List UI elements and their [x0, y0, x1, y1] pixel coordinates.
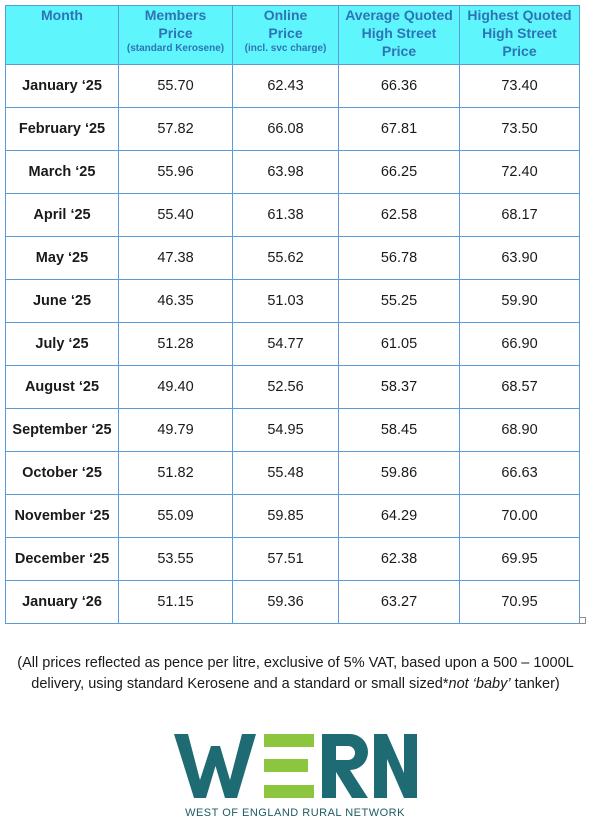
price-table: [5, 5, 580, 624]
cell-average: 55.25: [339, 280, 460, 323]
cell-members: 46.35: [119, 280, 233, 323]
cell-month: July ‘25: [6, 323, 119, 366]
cell-month: February ‘25: [6, 108, 119, 151]
cell-online: 59.36: [233, 581, 339, 624]
cell-members: 47.38: [119, 237, 233, 280]
cell-highest: 72.40: [460, 151, 580, 194]
cell-members: 51.82: [119, 452, 233, 495]
header-online-price: Online Price (incl. svc charge): [233, 6, 339, 65]
table-row: [6, 452, 580, 495]
cell-highest: 63.90: [460, 237, 580, 280]
cell-online: 51.03: [233, 280, 339, 323]
cell-online: 52.56: [233, 366, 339, 409]
cell-month: August ‘25: [6, 366, 119, 409]
note-line-2-italic: not ‘baby’: [448, 676, 511, 692]
cell-month: April ‘25: [6, 194, 119, 237]
cell-month: January ‘26: [6, 581, 119, 624]
cell-members: 51.15: [119, 581, 233, 624]
table-resize-handle[interactable]: [579, 617, 586, 624]
cell-highest: 66.90: [460, 323, 580, 366]
cell-average: 66.36: [339, 65, 460, 108]
cell-average: 63.27: [339, 581, 460, 624]
table-row: [6, 151, 580, 194]
cell-average: 67.81: [339, 108, 460, 151]
cell-online: 62.43: [233, 65, 339, 108]
cell-average: 62.58: [339, 194, 460, 237]
pricing-note: [0, 653, 591, 695]
wern-wordmark-icon: [170, 728, 420, 804]
cell-highest: 68.57: [460, 366, 580, 409]
cell-average: 58.45: [339, 409, 460, 452]
table-row: [6, 581, 580, 624]
cell-members: 53.55: [119, 538, 233, 581]
table-row: [6, 108, 580, 151]
cell-month: November ‘25: [6, 495, 119, 538]
cell-online: 55.48: [233, 452, 339, 495]
table-header-row: [6, 6, 580, 65]
cell-average: 59.86: [339, 452, 460, 495]
cell-online: 66.08: [233, 108, 339, 151]
table-row: [6, 194, 580, 237]
cell-average: 66.25: [339, 151, 460, 194]
cell-month: October ‘25: [6, 452, 119, 495]
cell-average: 56.78: [339, 237, 460, 280]
wern-logo: [170, 728, 420, 819]
table-row: [6, 323, 580, 366]
cell-online: 54.95: [233, 409, 339, 452]
note-line-2-start: delivery, using standard Kerosene and a standard or small sized*: [31, 676, 449, 692]
cell-members: 49.79: [119, 409, 233, 452]
header-month: Month: [6, 6, 119, 65]
cell-online: 61.38: [233, 194, 339, 237]
table-row: [6, 366, 580, 409]
table-row: [6, 237, 580, 280]
cell-highest: 70.95: [460, 581, 580, 624]
cell-highest: 68.90: [460, 409, 580, 452]
cell-members: 55.70: [119, 65, 233, 108]
note-line-1: (All prices reflected as pence per litre, exclusive of 5% VAT, based upon a 500 – 1000L: [17, 655, 574, 671]
table-row: [6, 409, 580, 452]
cell-highest: 69.95: [460, 538, 580, 581]
table-row: [6, 65, 580, 108]
cell-highest: 66.63: [460, 452, 580, 495]
table-row: [6, 538, 580, 581]
header-average-quoted: Average Quoted High Street Price: [339, 6, 460, 65]
cell-month: June ‘25: [6, 280, 119, 323]
header-highest-quoted: Highest Quoted High Street Price: [460, 6, 580, 65]
cell-month: December ‘25: [6, 538, 119, 581]
cell-highest: 70.00: [460, 495, 580, 538]
cell-members: 57.82: [119, 108, 233, 151]
cell-average: 64.29: [339, 495, 460, 538]
organisation-name: WEST OF ENGLAND RURAL NETWORK: [185, 807, 405, 819]
cell-members: 51.28: [119, 323, 233, 366]
cell-online: 59.85: [233, 495, 339, 538]
table-row: [6, 495, 580, 538]
cell-average: 58.37: [339, 366, 460, 409]
cell-average: 62.38: [339, 538, 460, 581]
table-row: [6, 280, 580, 323]
cell-month: March ‘25: [6, 151, 119, 194]
note-line-2-end: tanker): [510, 676, 560, 692]
cell-online: 54.77: [233, 323, 339, 366]
cell-highest: 59.90: [460, 280, 580, 323]
cell-highest: 73.50: [460, 108, 580, 151]
cell-average: 61.05: [339, 323, 460, 366]
header-members-price: Members Price (standard Kerosene): [119, 6, 233, 65]
cell-members: 55.09: [119, 495, 233, 538]
cell-online: 55.62: [233, 237, 339, 280]
cell-highest: 73.40: [460, 65, 580, 108]
cell-month: September ‘25: [6, 409, 119, 452]
cell-highest: 68.17: [460, 194, 580, 237]
cell-month: May ‘25: [6, 237, 119, 280]
cell-members: 49.40: [119, 366, 233, 409]
cell-month: January ‘25: [6, 65, 119, 108]
cell-online: 63.98: [233, 151, 339, 194]
cell-online: 57.51: [233, 538, 339, 581]
cell-members: 55.96: [119, 151, 233, 194]
cell-members: 55.40: [119, 194, 233, 237]
